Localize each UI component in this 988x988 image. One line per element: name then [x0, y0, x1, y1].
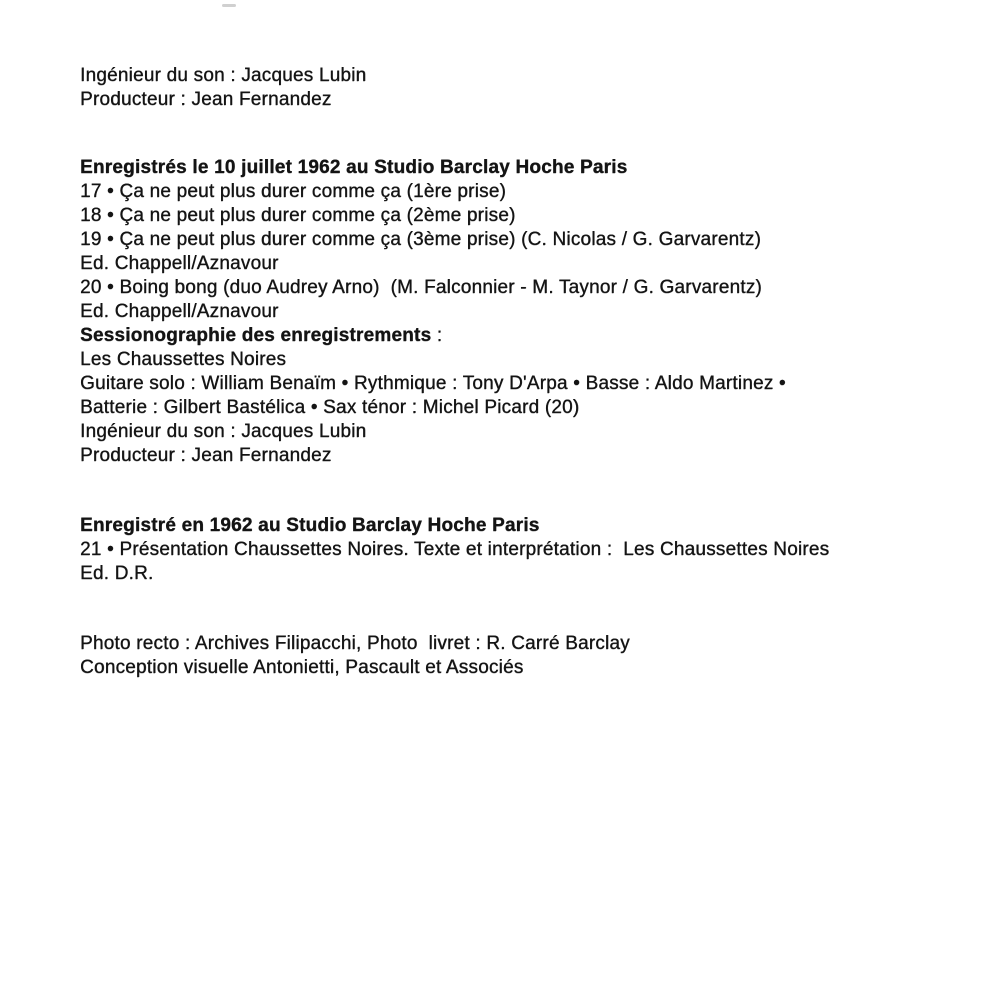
- publisher-line-19: Ed. Chappell/Aznavour: [80, 253, 279, 274]
- track-entry-20: 20 • Boing bong (duo Audrey Arno) (M. Falconnier - M. Taynor / G. Garvarentz): [80, 277, 762, 298]
- musicians-line-2: Batterie : Gilbert Bastélica • Sax ténor : Michel Picard (20): [80, 397, 580, 418]
- track-entry-17: 17 • Ça ne peut plus durer comme ça (1ère prise): [80, 181, 507, 202]
- engineer-credit-line-2: Ingénieur du son : Jacques Lubin: [80, 421, 367, 442]
- producer-credit-line: Producteur : Jean Fernandez: [80, 89, 332, 110]
- producer-credit-line-2: Producteur : Jean Fernandez: [80, 445, 332, 466]
- sessionography-heading-colon: :: [431, 325, 443, 346]
- sessionography-heading-text: Sessionographie des enregistrements: [80, 325, 432, 346]
- track-entry-21: 21 • Présentation Chaussettes Noires. Texte et interprétation : Les Chaussettes Noires: [80, 539, 830, 560]
- publisher-line-21: Ed. D.R.: [80, 563, 154, 584]
- session-july-1962-heading: Enregistrés le 10 juillet 1962 au Studio Barclay Hoche Paris: [80, 157, 628, 178]
- publisher-line-20: Ed. Chappell/Aznavour: [80, 301, 279, 322]
- photo-credit-line: Photo recto : Archives Filipacchi, Photo livret : R. Carré Barclay: [80, 633, 630, 654]
- track-entry-18: 18 • Ça ne peut plus durer comme ça (2ème prise): [80, 205, 516, 226]
- track-entry-19: 19 • Ça ne peut plus durer comme ça (3ème prise) (C. Nicolas / G. Garvarentz): [80, 229, 761, 250]
- musicians-line-1: Guitare solo : William Benaïm • Rythmique : Tony D'Arpa • Basse : Aldo Martinez •: [80, 373, 786, 394]
- session-1962-heading: Enregistré en 1962 au Studio Barclay Hoche Paris: [80, 515, 540, 536]
- scan-speckle: [222, 4, 236, 7]
- band-name-line: Les Chaussettes Noires: [80, 349, 287, 370]
- engineer-credit-line: Ingénieur du son : Jacques Lubin: [80, 65, 367, 86]
- design-credit-line: Conception visuelle Antonietti, Pascault et Associés: [80, 657, 524, 678]
- sessionography-heading: [80, 324, 948, 348]
